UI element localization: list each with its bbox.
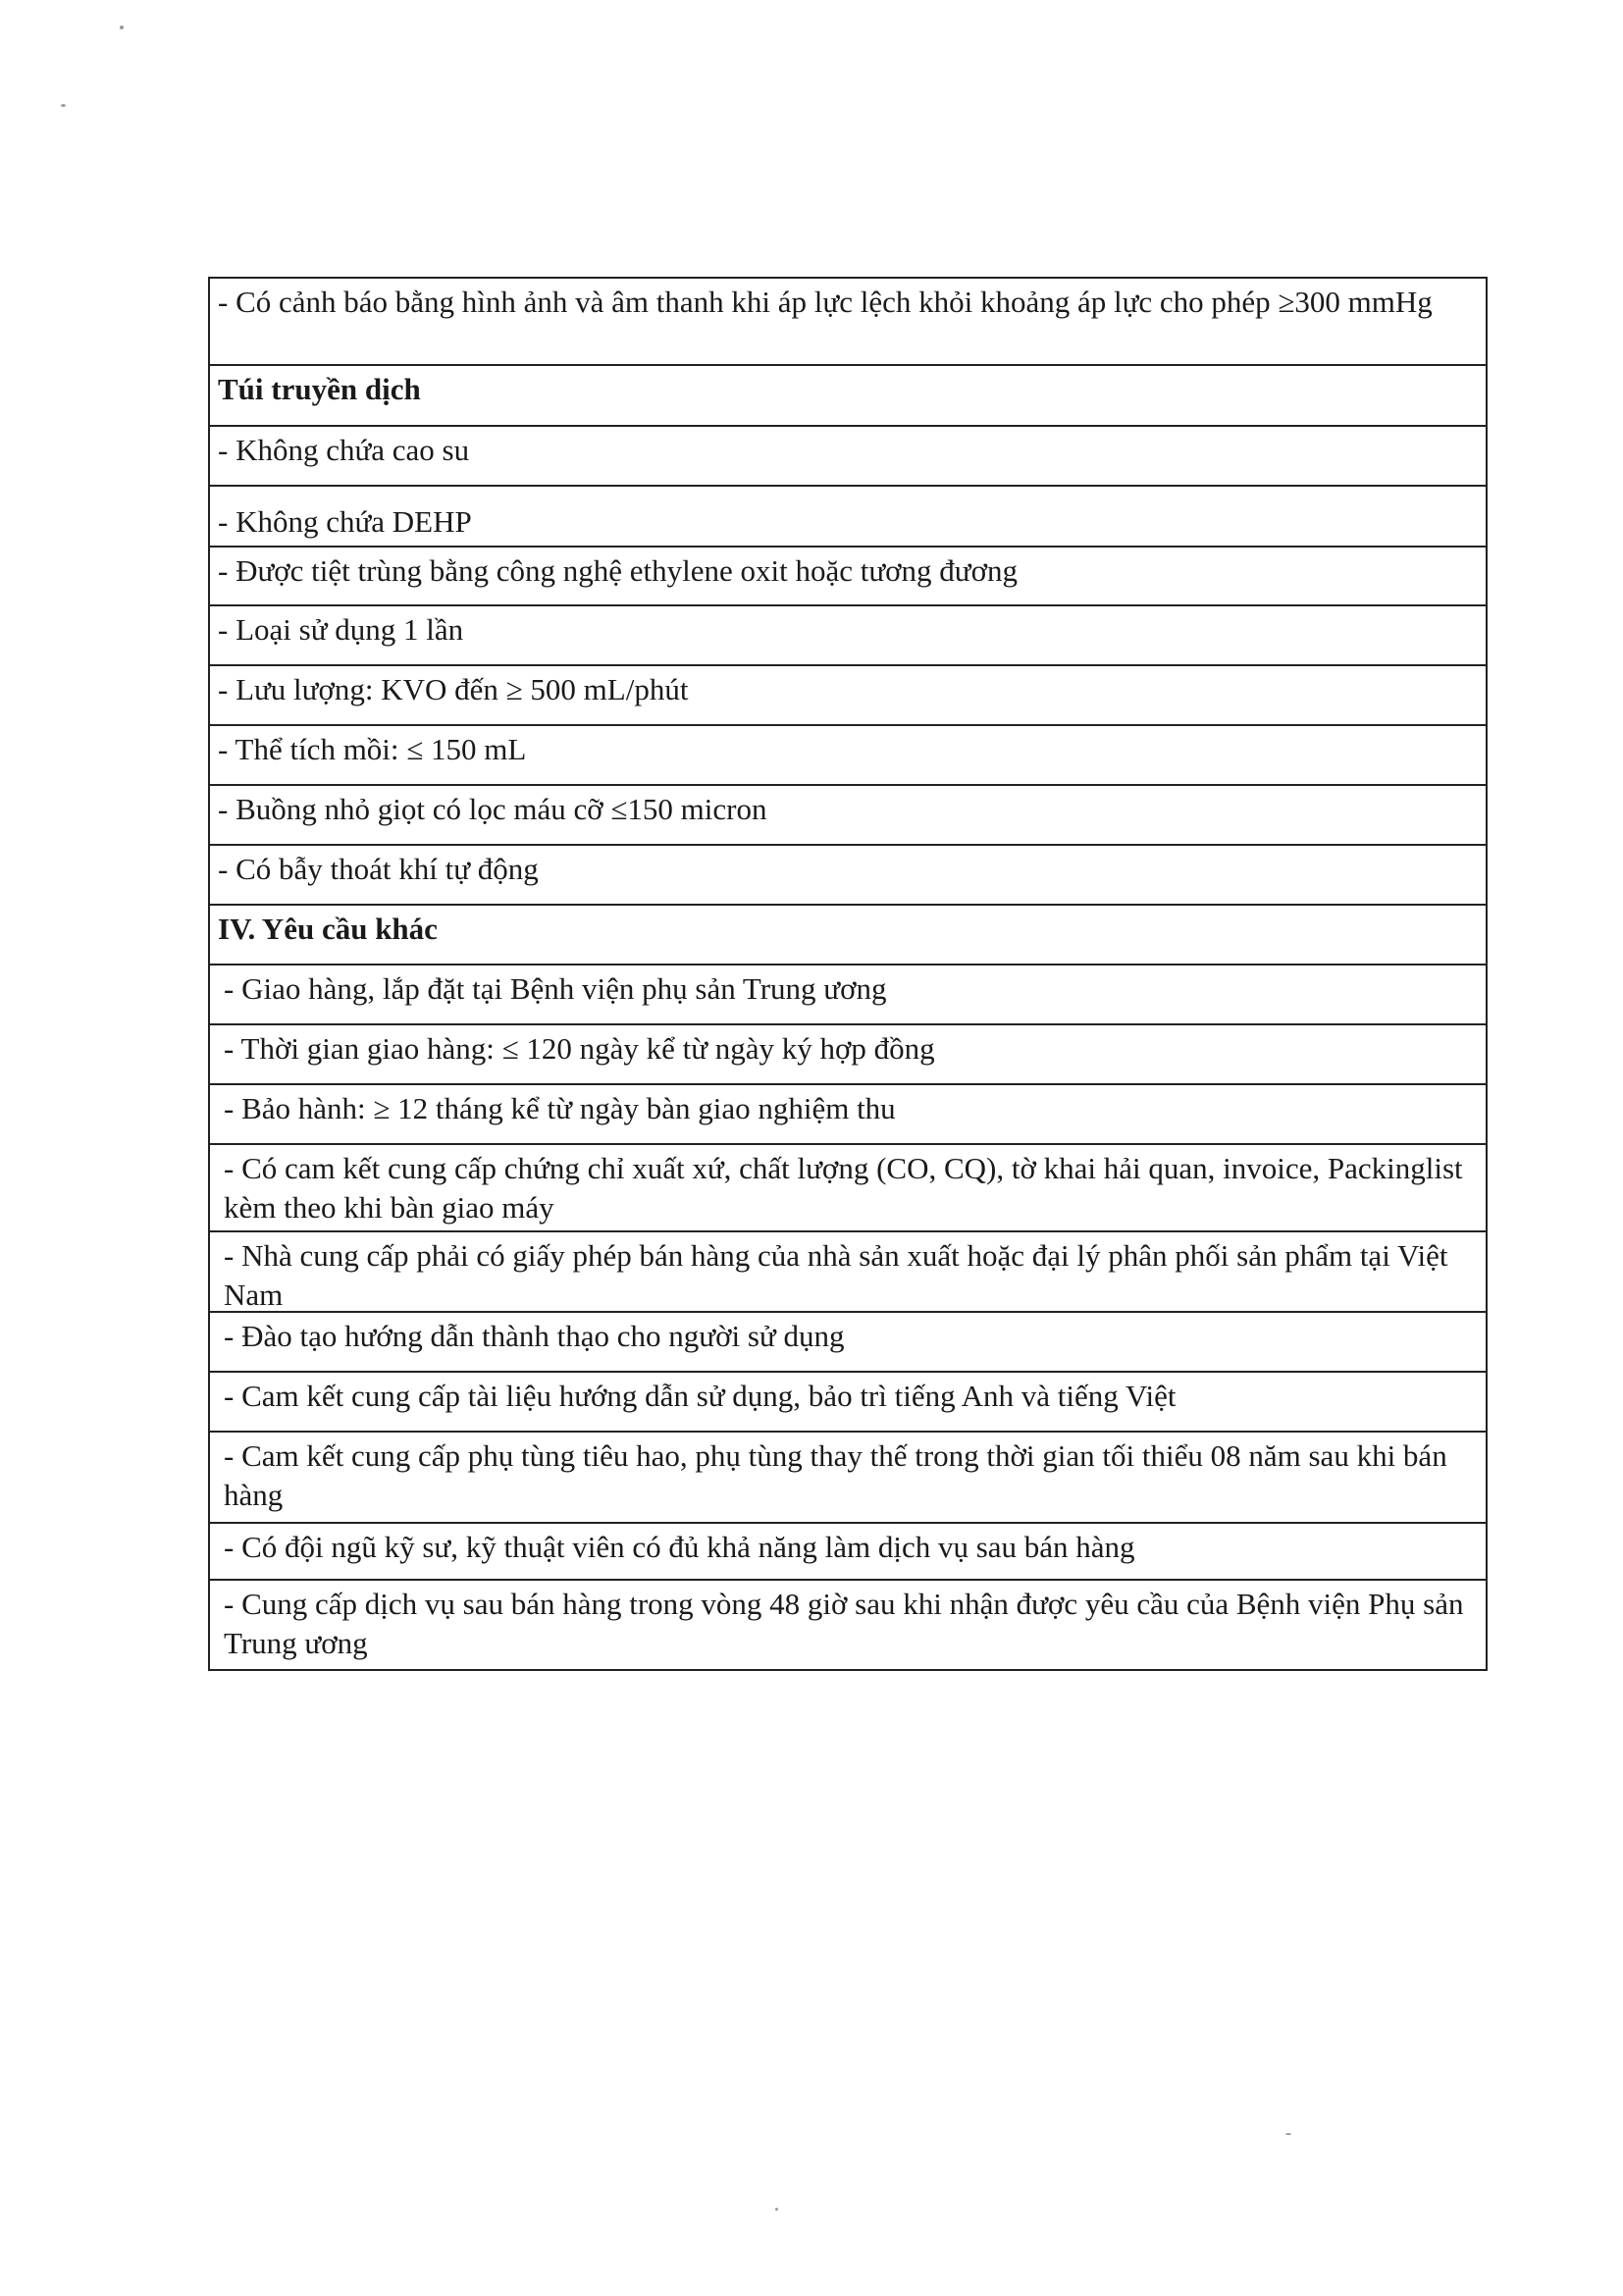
table-row [210, 1313, 1486, 1373]
row-text: - Đào tạo hướng dẫn thành thạo cho người sử dụng [224, 1319, 845, 1353]
table-row [210, 1581, 1486, 1669]
table-row [210, 1085, 1486, 1145]
row-text: - Có bẫy thoát khí tự động [218, 852, 539, 886]
row-text: - Bảo hành: ≥ 12 tháng kể từ ngày bàn giao nghiệm thu [224, 1091, 896, 1125]
table-row [210, 1025, 1486, 1085]
table-row [210, 1232, 1486, 1313]
requirements-table [208, 277, 1488, 1671]
scan-speck [120, 26, 124, 29]
table-row [210, 1373, 1486, 1433]
table-row-heading [210, 366, 1486, 427]
row-text: - Cam kết cung cấp phụ tùng tiêu hao, phụ tùng thay thế trong thời gian tối thiểu 08 năm sau khi bán hàng [224, 1438, 1447, 1512]
table-row [210, 846, 1486, 906]
table-row [210, 1433, 1486, 1524]
row-text: - Không chứa cao su [218, 433, 470, 467]
section-heading: Túi truyền dịch [218, 372, 421, 406]
row-text: - Buồng nhỏ giọt có lọc máu cỡ ≤150 micron [218, 792, 767, 826]
row-text: - Thể tích mồi: ≤ 150 mL [218, 732, 527, 766]
row-text: - Không chứa DEHP [218, 504, 472, 539]
row-text: - Có cảnh báo bằng hình ảnh và âm thanh khi áp lực lệch khỏi khoảng áp lực cho phép ≥300 mmHg [218, 285, 1433, 319]
table-row [210, 726, 1486, 786]
row-text: - Cam kết cung cấp tài liệu hướng dẫn sử dụng, bảo trì tiếng Anh và tiếng Việt [224, 1379, 1177, 1413]
row-text: - Giao hàng, lắp đặt tại Bệnh viện phụ sản Trung ương [224, 971, 887, 1006]
row-text: - Thời gian giao hàng: ≤ 120 ngày kể từ ngày ký hợp đồng [224, 1031, 935, 1066]
row-text: - Lưu lượng: KVO đến ≥ 500 mL/phút [218, 672, 689, 706]
table-row [210, 606, 1486, 666]
section-heading: IV. Yêu cầu khác [218, 912, 438, 946]
scan-speck [1285, 2133, 1291, 2135]
table-row-heading [210, 906, 1486, 965]
row-text: - Có cam kết cung cấp chứng chỉ xuất xứ, chất lượng (CO, CQ), tờ khai hải quan, invoice, Packinglist kèm theo khi bàn giao máy [224, 1151, 1463, 1225]
row-text: - Loại sử dụng 1 lần [218, 612, 464, 647]
table-row [210, 666, 1486, 726]
table-row [210, 1145, 1486, 1232]
scan-speck [61, 104, 66, 107]
row-text: - Cung cấp dịch vụ sau bán hàng trong vòng 48 giờ sau khi nhận được yêu cầu của Bệnh viện Phụ sản Trung ương [224, 1587, 1464, 1660]
table-row [210, 786, 1486, 846]
table-row [210, 487, 1486, 548]
table-row [210, 965, 1486, 1025]
row-text: - Có đội ngũ kỹ sư, kỹ thuật viên có đủ khả năng làm dịch vụ sau bán hàng [224, 1530, 1135, 1564]
scan-speck [775, 2208, 778, 2211]
row-text: - Được tiệt trùng bằng công nghệ ethylene oxit hoặc tương đương [218, 553, 1018, 588]
table-row [210, 1524, 1486, 1581]
table-row [210, 427, 1486, 487]
row-text: - Nhà cung cấp phải có giấy phép bán hàng của nhà sản xuất hoặc đại lý phân phối sản phẩm tại Việt Nam [224, 1238, 1448, 1312]
table-row [210, 279, 1486, 366]
table-row [210, 548, 1486, 606]
